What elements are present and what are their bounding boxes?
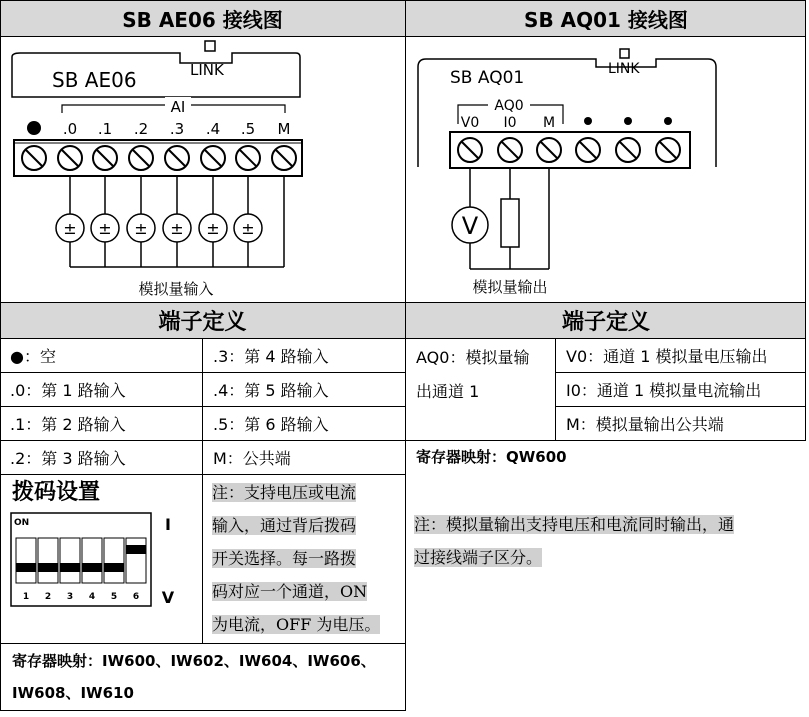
dip-slot-3 bbox=[60, 538, 80, 583]
terminal-label-4: .4 bbox=[205, 120, 221, 138]
dip-slot-2 bbox=[38, 538, 58, 583]
terminal-def-cell: .0：第 1 路输入 bbox=[10, 381, 126, 400]
empty-dot-icon-2 bbox=[624, 117, 632, 125]
empty-terminal-dot-icon bbox=[27, 121, 41, 135]
module-name-ae06: SB AE06 bbox=[52, 68, 137, 92]
dip-slot-6 bbox=[126, 538, 146, 583]
terminal-label-5: .5 bbox=[240, 120, 256, 138]
dip-lever-2 bbox=[38, 563, 58, 572]
dip-note-line-1: 注：支持电压或电流 bbox=[212, 483, 357, 502]
dip-number-2: 2 bbox=[44, 592, 52, 602]
terminal-def-cell: M：公共端 bbox=[213, 449, 291, 468]
source-symbol-5: ± bbox=[206, 219, 220, 238]
dip-i-label: I bbox=[165, 515, 171, 534]
dip-number-4: 4 bbox=[88, 592, 96, 602]
definition-v0: V0：通道 1 模拟量电压输出 bbox=[566, 347, 768, 366]
right-register-mapping: 寄存器映射：QW600 bbox=[416, 448, 567, 466]
link-label-right: LINK bbox=[608, 61, 640, 77]
source-symbol-3: ± bbox=[134, 219, 148, 238]
dip-switch-body bbox=[11, 513, 151, 606]
dip-lever-4 bbox=[82, 563, 102, 572]
left-wiring-title: SB AE06 接线图 bbox=[122, 7, 283, 32]
terminal-label-0: .0 bbox=[62, 120, 78, 138]
left-register-line-2: IW608、IW610 bbox=[12, 684, 134, 702]
analog-output-caption: 模拟量输出 bbox=[472, 278, 548, 296]
dip-slot-5 bbox=[104, 538, 124, 583]
load-resistor-icon bbox=[501, 199, 519, 247]
right-note-line-2: 过接线端子区分。 bbox=[414, 548, 543, 567]
dip-note-line-2: 输入，通过背后拨码 bbox=[212, 516, 357, 535]
right-terminal-def-header bbox=[406, 303, 806, 338]
dip-lever-6 bbox=[126, 545, 146, 554]
sb-aq01-wiring-diagram bbox=[406, 37, 806, 302]
terminal-label-i0: I0 bbox=[503, 115, 517, 131]
terminal-label-m: M bbox=[277, 120, 291, 138]
channel-label bbox=[406, 339, 554, 439]
terminal-def-cell: .1：第 2 路输入 bbox=[10, 415, 126, 434]
dip-slot-4 bbox=[82, 538, 102, 583]
terminal-label-1: .1 bbox=[97, 120, 113, 138]
definition-i0: I0：通道 1 模拟量电流输出 bbox=[566, 381, 762, 400]
right-wiring-title: SB AQ01 接线图 bbox=[524, 7, 688, 32]
dip-on-label: ON bbox=[14, 518, 30, 528]
module-name-aq01: SB AQ01 bbox=[450, 68, 525, 88]
left-terminal-def-title: 端子定义 bbox=[158, 310, 247, 335]
dip-switch-title: 拨码设置 bbox=[12, 480, 101, 505]
dip-note-line-5: 为电流，OFF 为电压。 bbox=[212, 615, 381, 634]
dip-lever-1 bbox=[16, 563, 36, 572]
dip-number-1: 1 bbox=[22, 592, 30, 602]
source-symbol-1: ± bbox=[63, 219, 77, 238]
right-output-note bbox=[414, 508, 806, 574]
dip-lever-5 bbox=[104, 563, 124, 572]
terminal-def-cell: .5：第 6 路输入 bbox=[213, 415, 329, 434]
dip-note-line-4: 码对应一个通道，ON bbox=[212, 582, 368, 601]
terminal-def-cell: .4：第 5 路输入 bbox=[213, 381, 329, 400]
terminal-label-m-right: M bbox=[542, 115, 556, 131]
dip-v-label: V bbox=[161, 588, 175, 607]
source-symbol-2: ± bbox=[98, 219, 112, 238]
empty-dot-icon-1 bbox=[584, 117, 592, 125]
definition-m: M：模拟量输出公共端 bbox=[566, 415, 724, 434]
link-label: LINK bbox=[190, 61, 224, 79]
left-terminal-def-header bbox=[0, 303, 405, 338]
screw-terminal-icons-right bbox=[458, 138, 680, 162]
channel-label-line-2: 出通道 1 bbox=[416, 382, 480, 401]
analog-input-caption: 模拟量输入 bbox=[138, 280, 214, 298]
source-symbol-6: ± bbox=[241, 219, 255, 238]
dip-note-line-3: 开关选择。每一路拨 bbox=[212, 549, 357, 568]
terminal-label-2: .2 bbox=[133, 120, 149, 138]
dip-slot-1 bbox=[16, 538, 36, 583]
dip-switch-note bbox=[212, 476, 402, 641]
ai-group-label: AI bbox=[170, 98, 186, 116]
terminal-label-v0: V0 bbox=[460, 115, 480, 131]
aq0-group-label: AQ0 bbox=[494, 98, 524, 114]
right-wiring-header bbox=[406, 0, 806, 36]
dip-number-6: 6 bbox=[132, 592, 140, 602]
terminal-def-cell: ●：空 bbox=[10, 347, 56, 366]
channel-label-line-1: AQ0：模拟量输 bbox=[416, 348, 530, 367]
left-register-line-1: 寄存器映射：IW600、IW602、IW604、IW606、 bbox=[12, 652, 376, 670]
terminal-def-cell: .2：第 3 路输入 bbox=[10, 449, 126, 468]
right-note-line-1: 注：模拟量输出支持电压和电流同时输出，通 bbox=[414, 515, 735, 534]
right-terminal-def-title: 端子定义 bbox=[561, 310, 650, 335]
empty-dot-icon-3 bbox=[664, 117, 672, 125]
left-register-mapping bbox=[0, 645, 405, 711]
terminal-label-3: .3 bbox=[169, 120, 185, 138]
sb-ae06-wiring-diagram bbox=[0, 37, 405, 302]
dip-number-5: 5 bbox=[110, 592, 118, 602]
dip-lever-3 bbox=[60, 563, 80, 572]
link-led-icon bbox=[205, 41, 215, 51]
source-symbol-4: ± bbox=[170, 219, 184, 238]
dip-number-3: 3 bbox=[66, 592, 74, 602]
dip-switch-diagram bbox=[0, 510, 202, 610]
voltmeter-symbol: V bbox=[461, 212, 479, 240]
left-wiring-header bbox=[0, 0, 405, 36]
terminal-block-right bbox=[450, 132, 690, 168]
terminal-def-cell: .3：第 4 路输入 bbox=[213, 347, 329, 366]
screw-terminal-icons bbox=[22, 146, 296, 170]
link-led-icon-right bbox=[620, 49, 629, 58]
